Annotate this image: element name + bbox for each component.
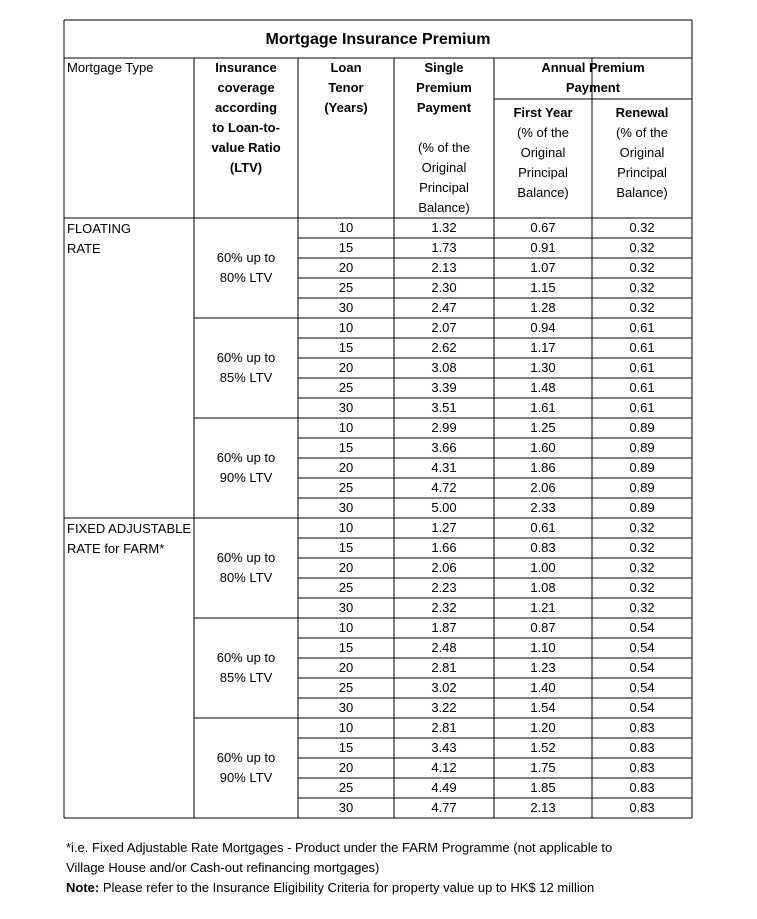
cell-single-premium: 2.30 <box>431 280 457 295</box>
cell-single-premium: 3.39 <box>431 380 457 395</box>
cell-tenor: 30 <box>338 800 354 815</box>
cell-first-year: 1.60 <box>530 440 556 455</box>
note-text: Please refer to the Insurance Eligibility Criteria for property value up to HK$ 12 million <box>99 880 595 895</box>
header-renewal: Renewal <box>615 105 669 120</box>
ltv-band-label: 60% up to <box>216 750 276 765</box>
cell-first-year: 1.15 <box>530 280 556 295</box>
header-single-premium: Premium <box>416 80 472 95</box>
cell-tenor: 25 <box>338 780 354 795</box>
header-loan-tenor: Tenor <box>328 80 364 95</box>
cell-first-year: 1.86 <box>530 460 556 475</box>
cell-single-premium: 2.06 <box>431 560 457 575</box>
cell-single-premium: 2.13 <box>431 260 457 275</box>
cell-single-premium: 4.72 <box>431 480 457 495</box>
cell-renewal: 0.61 <box>629 380 655 395</box>
cell-tenor: 15 <box>338 440 354 455</box>
cell-single-premium: 2.23 <box>431 580 457 595</box>
cell-renewal: 0.89 <box>629 500 655 515</box>
cell-tenor: 30 <box>338 300 354 315</box>
cell-single-premium: 3.22 <box>431 700 457 715</box>
cell-single-premium: 3.43 <box>431 740 457 755</box>
cell-first-year: 1.30 <box>530 360 556 375</box>
header-single-premium-note: Principal <box>419 180 469 195</box>
cell-renewal: 0.61 <box>629 360 655 375</box>
header-first-year-note: Original <box>520 145 566 160</box>
cell-tenor: 10 <box>338 720 354 735</box>
cell-renewal: 0.54 <box>629 660 655 675</box>
cell-first-year: 1.85 <box>530 780 556 795</box>
cell-first-year: 0.61 <box>530 520 556 535</box>
header-coverage: (LTV) <box>229 160 263 175</box>
cell-single-premium: 4.49 <box>431 780 457 795</box>
header-coverage: to Loan-to- <box>212 120 280 135</box>
ltv-band-label: 85% LTV <box>219 670 273 685</box>
cell-first-year: 1.10 <box>530 640 556 655</box>
cell-tenor: 10 <box>338 220 354 235</box>
ltv-band-label: 60% up to <box>216 350 276 365</box>
cell-tenor: 30 <box>338 600 354 615</box>
cell-tenor: 15 <box>338 340 354 355</box>
header-single-premium: Payment <box>416 100 472 115</box>
cell-first-year: 1.07 <box>530 260 556 275</box>
ltv-band-label: 60% up to <box>216 450 276 465</box>
cell-renewal: 0.54 <box>629 620 655 635</box>
cell-renewal: 0.54 <box>629 640 655 655</box>
cell-first-year: 0.94 <box>530 320 556 335</box>
cell-first-year: 2.06 <box>530 480 556 495</box>
ltv-band-label: 90% LTV <box>219 770 273 785</box>
cell-single-premium: 2.62 <box>431 340 457 355</box>
cell-renewal: 0.32 <box>629 240 655 255</box>
cell-single-premium: 4.77 <box>431 800 457 815</box>
cell-first-year: 0.67 <box>530 220 556 235</box>
header-annual-premium: Annual Premium <box>541 60 645 75</box>
mortgage-type-label: FIXED ADJUSTABLE <box>67 521 192 536</box>
cell-renewal: 0.54 <box>629 680 655 695</box>
footnote-farm-line1: *i.e. Fixed Adjustable Rate Mortgages - Product under the FARM Programme (not applicable to <box>66 840 613 855</box>
cell-tenor: 25 <box>338 580 354 595</box>
cell-first-year: 1.54 <box>530 700 556 715</box>
cell-tenor: 20 <box>338 760 354 775</box>
header-first-year-note: Principal <box>518 165 568 180</box>
cell-single-premium: 2.81 <box>431 660 457 675</box>
header-coverage: value Ratio <box>211 140 281 155</box>
cell-renewal: 0.83 <box>629 780 655 795</box>
ltv-band-label: 85% LTV <box>219 370 273 385</box>
cell-single-premium: 2.47 <box>431 300 457 315</box>
table-title: Mortgage Insurance Premium <box>265 31 491 48</box>
cell-renewal: 0.32 <box>629 260 655 275</box>
cell-single-premium: 2.48 <box>431 640 457 655</box>
header-first-year-note: Balance) <box>517 185 569 200</box>
cell-single-premium: 2.81 <box>431 720 457 735</box>
cell-renewal: 0.32 <box>629 280 655 295</box>
cell-single-premium: 3.02 <box>431 680 457 695</box>
cell-renewal: 0.89 <box>629 480 655 495</box>
cell-first-year: 1.25 <box>530 420 556 435</box>
cell-first-year: 0.91 <box>530 240 556 255</box>
footnote-farm-line2: Village House and/or Cash-out refinancing mortgages) <box>66 860 380 875</box>
cell-renewal: 0.83 <box>629 740 655 755</box>
cell-first-year: 1.48 <box>530 380 556 395</box>
header-coverage: according <box>214 100 278 115</box>
cell-tenor: 25 <box>338 280 354 295</box>
cell-single-premium: 3.08 <box>431 360 457 375</box>
cell-first-year: 1.75 <box>530 760 556 775</box>
cell-single-premium: 3.51 <box>431 400 457 415</box>
cell-renewal: 0.32 <box>629 220 655 235</box>
cell-renewal: 0.32 <box>629 540 655 555</box>
cell-tenor: 15 <box>338 240 354 255</box>
cell-first-year: 1.08 <box>530 580 556 595</box>
cell-tenor: 10 <box>338 520 354 535</box>
header-first-year: First Year <box>513 105 573 120</box>
cell-tenor: 15 <box>338 640 354 655</box>
mortgage-type-label: RATE <box>67 241 101 256</box>
cell-single-premium: 1.32 <box>431 220 457 235</box>
cell-renewal: 0.61 <box>629 400 655 415</box>
cell-tenor: 20 <box>338 560 354 575</box>
cell-renewal: 0.61 <box>629 340 655 355</box>
cell-first-year: 1.28 <box>530 300 556 315</box>
cell-single-premium: 4.12 <box>431 760 457 775</box>
note-label: Note: <box>66 880 100 895</box>
cell-first-year: 1.21 <box>530 600 556 615</box>
cell-renewal: 0.32 <box>629 580 655 595</box>
cell-single-premium: 1.87 <box>431 620 457 635</box>
cell-single-premium: 2.99 <box>431 420 457 435</box>
cell-tenor: 20 <box>338 460 354 475</box>
cell-renewal: 0.32 <box>629 600 655 615</box>
cell-first-year: 2.33 <box>530 500 556 515</box>
header-renewal-note: Balance) <box>616 185 668 200</box>
cell-renewal: 0.89 <box>629 440 655 455</box>
header-single-premium-note: Original <box>421 160 467 175</box>
header-single-premium-note: Balance) <box>418 200 470 215</box>
header-annual-premium: Payment <box>565 80 621 95</box>
header-single-premium: Single <box>424 60 464 75</box>
cell-renewal: 0.83 <box>629 720 655 735</box>
mortgage-type-label: RATE for FARM* <box>67 541 165 556</box>
cell-tenor: 20 <box>338 660 354 675</box>
cell-single-premium: 2.07 <box>431 320 457 335</box>
cell-tenor: 25 <box>338 380 354 395</box>
cell-first-year: 1.40 <box>530 680 556 695</box>
cell-single-premium: 3.66 <box>431 440 457 455</box>
cell-first-year: 1.52 <box>530 740 556 755</box>
ltv-band-label: 60% up to <box>216 250 276 265</box>
ltv-band-label: 60% up to <box>216 550 276 565</box>
cell-renewal: 0.32 <box>629 300 655 315</box>
cell-single-premium: 4.31 <box>431 460 457 475</box>
cell-tenor: 15 <box>338 540 354 555</box>
ltv-band-label: 80% LTV <box>219 270 273 285</box>
mortgage-type-label: FLOATING <box>67 221 132 236</box>
header-renewal-note: (% of the <box>615 125 669 140</box>
cell-first-year: 2.13 <box>530 800 556 815</box>
cell-renewal: 0.32 <box>629 560 655 575</box>
cell-tenor: 25 <box>338 480 354 495</box>
cell-tenor: 25 <box>338 680 354 695</box>
cell-single-premium: 1.73 <box>431 240 457 255</box>
ltv-band-label: 90% LTV <box>219 470 273 485</box>
cell-first-year: 1.23 <box>530 660 556 675</box>
cell-tenor: 15 <box>338 740 354 755</box>
cell-renewal: 0.32 <box>629 520 655 535</box>
cell-single-premium: 1.27 <box>431 520 457 535</box>
cell-first-year: 1.17 <box>530 340 556 355</box>
cell-first-year: 1.61 <box>530 400 556 415</box>
header-first-year-note: (% of the <box>516 125 570 140</box>
cell-tenor: 20 <box>338 260 354 275</box>
cell-tenor: 10 <box>338 420 354 435</box>
cell-tenor: 20 <box>338 360 354 375</box>
cell-single-premium: 1.66 <box>431 540 457 555</box>
ltv-band-label: 60% up to <box>216 650 276 665</box>
header-renewal-note: Principal <box>617 165 667 180</box>
cell-renewal: 0.89 <box>629 420 655 435</box>
cell-renewal: 0.61 <box>629 320 655 335</box>
cell-tenor: 30 <box>338 500 354 515</box>
header-renewal-note: Original <box>619 145 665 160</box>
cell-single-premium: 2.32 <box>431 600 457 615</box>
cell-tenor: 30 <box>338 400 354 415</box>
header-loan-tenor: (Years) <box>324 100 368 115</box>
cell-first-year: 0.87 <box>530 620 556 635</box>
cell-tenor: 30 <box>338 700 354 715</box>
header-mortgage-type: Mortgage Type <box>67 60 154 75</box>
cell-renewal: 0.83 <box>629 800 655 815</box>
cell-renewal: 0.83 <box>629 760 655 775</box>
cell-first-year: 1.00 <box>530 560 556 575</box>
ltv-band-label: 80% LTV <box>219 570 273 585</box>
cell-first-year: 1.20 <box>530 720 556 735</box>
header-coverage: Insurance <box>215 60 277 75</box>
header-single-premium-note: (% of the <box>417 140 471 155</box>
header-coverage: coverage <box>217 80 275 95</box>
cell-renewal: 0.54 <box>629 700 655 715</box>
header-loan-tenor: Loan <box>330 60 362 75</box>
cell-first-year: 0.83 <box>530 540 556 555</box>
cell-renewal: 0.89 <box>629 460 655 475</box>
cell-tenor: 10 <box>338 620 354 635</box>
cell-single-premium: 5.00 <box>431 500 457 515</box>
cell-tenor: 10 <box>338 320 354 335</box>
footnote-note <box>66 878 594 898</box>
